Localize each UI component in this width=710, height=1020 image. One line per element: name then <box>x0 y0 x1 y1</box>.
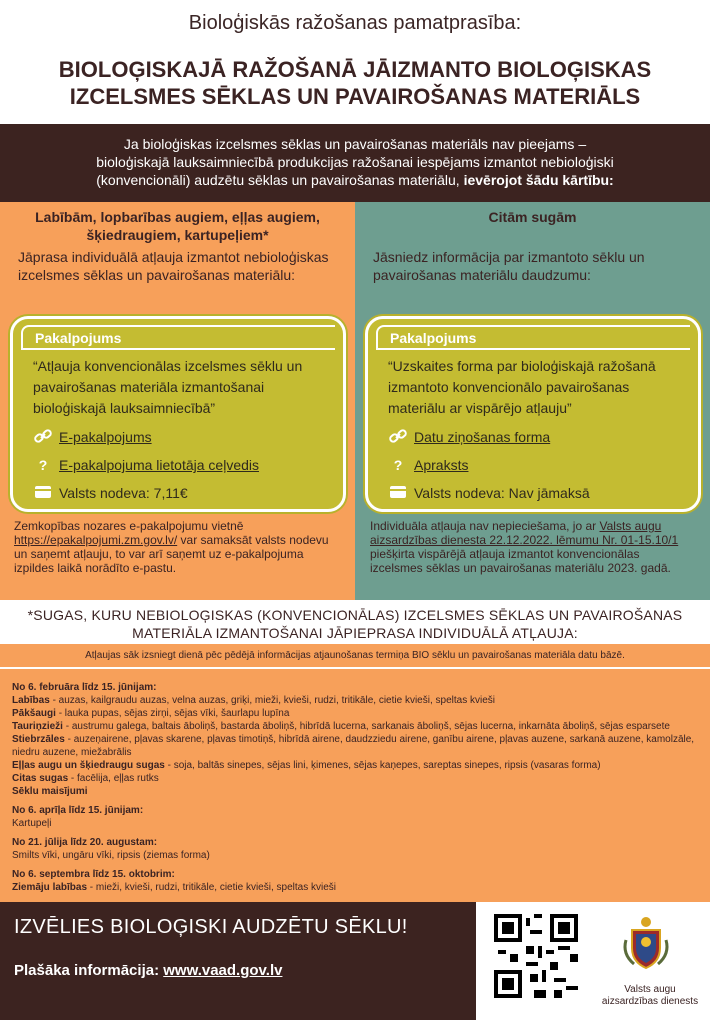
period-heading: No 6. aprīļa līdz 15. jūnijam: <box>12 805 144 816</box>
card-icon <box>388 485 408 502</box>
help-icon: ? <box>38 457 48 473</box>
species-hint: Atļaujas sāk izsniegt dienā pēc pēdējā informācijas atjaunošanas termiņa BIO sēklu un pavairošanas materiāla datu bāzē. <box>0 644 710 669</box>
list-item: Sēklu maisījumi <box>12 786 88 797</box>
list-item: Smilts vīki, ungāru vīki, ripsis (ziemas forma) <box>12 850 210 861</box>
page-subtitle: Bioloģiskās ražošanas pamatprasība: <box>188 12 522 34</box>
intro-banner <box>0 124 710 202</box>
left-description: Jāprasa individuālā atļauja izmantot nebioloģiskas izcelsmes sēklas un pavairošanas materiālu: <box>18 249 329 283</box>
service-name: “Atļauja konvencionālas izcelsmes sēklu un pavairošanas materiāla izmantošanai bioloģiskajā lauksaimniecībā” <box>33 358 303 416</box>
list-item: Ziemāju labības - mieži, kvieši, rudzi, tritikāle, cietie kvieši, speltas kvieši <box>12 882 336 893</box>
card-icon <box>33 485 53 502</box>
left-heading: Labībām, lopbarības augiem, eļļas augiem, šķiedraugiem, kartupeļiem* <box>35 209 320 243</box>
intro-line-1: Ja bioloģiskas izcelsmes sēklas un pavairošanas materiāls nav pieejams – <box>123 136 587 152</box>
right-note: Individuāla atļauja nav nepieciešama, jo ar Valsts augu aizsardzības dienesta 22.12.2022. lēmumu Nr. 01-15.10/1 piešķirta vispārējā atļauja izmantot konvencionālas izcelsmes sēklas un pavairošanas materiālu 2023. gadā. <box>370 519 679 575</box>
e-service-link[interactable]: E-pakalpojums <box>59 429 152 445</box>
list-item: Tauriņzieži - austrumu galega, baltais āboliņš, bastarda āboliņš, hibrīdā lucerna, sarkanais āboliņš, sējas lucerna, inkarnāta āboliņš, sējas esparsete <box>12 721 670 732</box>
right-heading: Citām sugām <box>488 209 577 225</box>
title-line-2: IZCELSMES SĒKLAS UN PAVAIROŠANAS MATERIĀLS <box>69 84 641 109</box>
qr-code-icon[interactable] <box>494 914 578 998</box>
service-tag: Pakalpojums <box>376 325 690 350</box>
list-item: Stiebrzāles - auzeņairene, pļavas skarene, pļavas timotiņš, hibrīdā airene, daudzziedu airene, ganību airene, pļavas auzene, sarkanā auzene, kamolzāle, niedru auzene, miežabrālis <box>12 734 695 758</box>
service-name: “Uzskaites forma par bioloģiskajā ražošanā izmantoto konvencionālo pavairošanas materiālu ar vispārējo atļauju” <box>388 358 656 416</box>
decision-link[interactable]: Valsts augu aizsardzības dienesta 22.12.2022. lēmumu Nr. 01-15.10/1 <box>370 519 679 547</box>
list-item: Citas sugas - facēlija, eļļas rutks <box>12 773 159 784</box>
call-to-action: IZVĒLIES BIOLOĢISKI AUDZĒTU SĒKLU! <box>14 916 408 938</box>
service-tag: Pakalpojums <box>21 325 335 350</box>
epakalpojumi-link[interactable]: https://epakalpojumi.zm.gov.lv/ <box>14 533 178 547</box>
intro-line-2: bioloģiskajā lauksaimniecībā produkcijas ražošanai iespējams izmantot nebioloģiski <box>96 154 614 170</box>
species-title: *SUGAS, KURU NEBIOLOĢISKAS (KONVENCIONĀLAS) IZCELSMES SĒKLAS UN PAVAIROŠANAS MATERIĀLA IZMANTOŠANAI JĀPIEPRASA INDIVIDUĀLĀ ATĻAUJA: <box>27 607 683 641</box>
help-icon: ? <box>393 457 403 473</box>
list-item: Kartupeļi <box>12 818 52 829</box>
page-title <box>0 56 710 110</box>
period-heading: No 6. februāra līdz 15. jūnijam: <box>12 682 157 693</box>
period-heading: No 21. jūlija līdz 20. augustam: <box>12 837 158 848</box>
agency-name: Valsts augu aizsardzības dienests <box>601 984 699 1007</box>
list-item: Labības - auzas, kailgraudu auzas, velna auzas, griķi, mieži, kvieši, rudzi, tritikāle, cietie kvieši, speltas kvieši <box>12 695 495 706</box>
right-description: Jāsniedz informācija par izmantoto sēklu un pavairošanas materiālu daudzumu: <box>373 249 645 283</box>
list-item: Pākšaugi - lauka pupas, sējas zirņi, sējas vīki, šaurlapu lupīna <box>12 708 290 719</box>
vaad-website-link[interactable]: www.vaad.gov.lv <box>163 962 283 979</box>
more-info: Plašāka informācija: www.vaad.gov.lv <box>14 962 283 979</box>
list-item: Eļļas augu un šķiedraugu sugas - soja, baltās sinepes, sējas lini, ķimenes, sējas kaņepes, sareptas sinepes, ripsis (vasaras forma) <box>12 760 601 771</box>
intro-line-3: (konvencionāli) audzētu sēklas un pavairošanas materiālu, ievērojot šādu kārtību: <box>96 172 614 188</box>
fee-text: Valsts nodeva: Nav jāmaksā <box>414 485 590 501</box>
footer-banner <box>0 902 476 1020</box>
description-link[interactable]: Apraksts <box>414 457 469 473</box>
right-service-card <box>365 316 701 512</box>
link-icon <box>388 429 408 446</box>
left-note: Zemkopības nozares e-pakalpojumu vietnē https://epakalpojumi.zm.gov.lv/ var samaksāt valsts nodevu un saņemt atļauju, to var arī saņemt uz e-pakalpojuma izpildes laikā norādīto e-pastu. <box>14 519 329 575</box>
left-service-card <box>10 316 346 512</box>
user-guide-link[interactable]: E-pakalpojuma lietotāja ceļvedis <box>59 457 259 473</box>
coat-of-arms-icon <box>616 912 676 972</box>
period-heading: No 6. septembra līdz 15. oktobrim: <box>12 869 175 880</box>
title-line-1: BIOLOĢISKAJĀ RAŽOŠANĀ JĀIZMANTO BIOLOĢISKAS <box>58 57 652 82</box>
fee-text: Valsts nodeva: 7,11€ <box>59 485 188 501</box>
link-icon <box>33 429 53 446</box>
intro-emphasis: ievērojot šādu kārtību: <box>463 172 614 188</box>
data-report-form-link[interactable]: Datu ziņošanas forma <box>414 429 551 445</box>
species-box <box>0 644 710 902</box>
